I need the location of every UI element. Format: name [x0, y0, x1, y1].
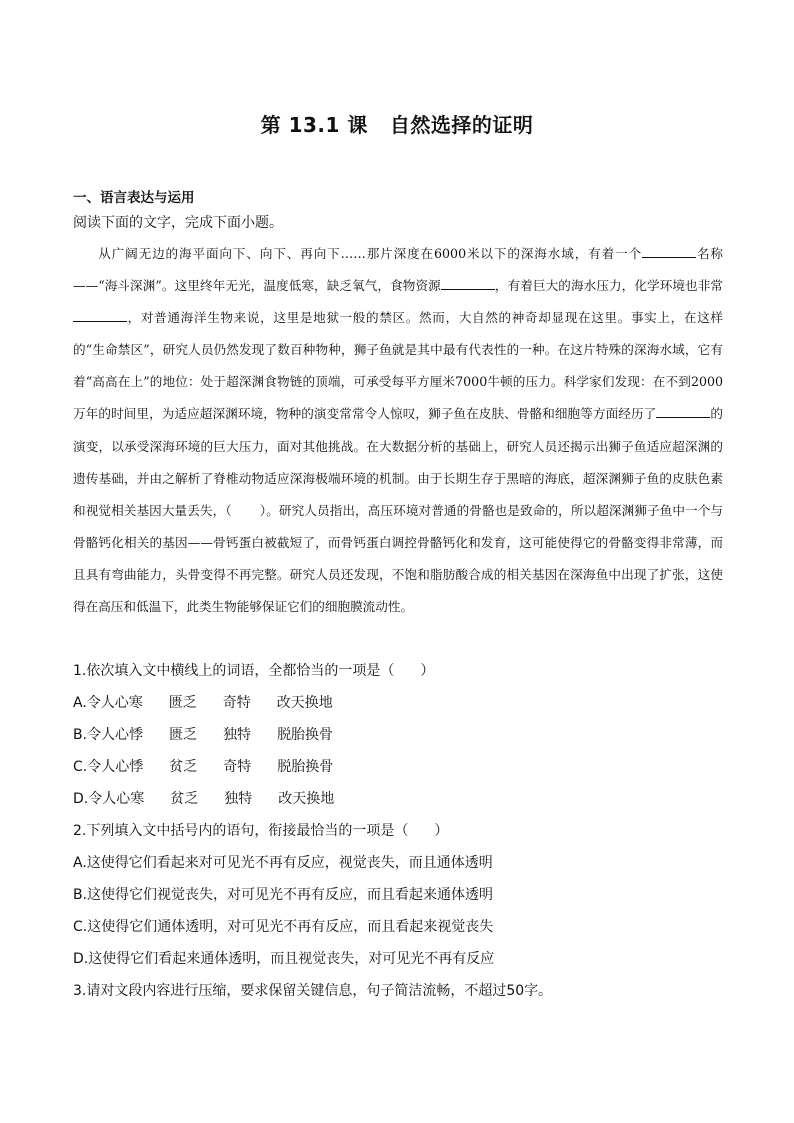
question-2-stem: 2.下列填入文中括号内的语句，衔接最恰当的一项是（ ）	[73, 823, 449, 839]
passage-text-5: 的演变，以承受深海环境的巨大压力，面对其他挑战。在大数据分析的基础上，研究人员还揭示出狮子鱼适应超深渊的遗传基础，并由之解析了脊椎动物适应深海极端环境的机制。由于长期生存于黑暗的海底，超深渊狮子鱼的皮肤色素和视觉相关基因大量丢失，	[73, 406, 724, 518]
q1-option-a: A.令人心寒 匮乏 奇特 改天换地	[73, 695, 333, 711]
passage-text-2: 名称——“海斗深渊”。这里终年无光，温度低寒，缺乏氧气，食物资源	[73, 246, 723, 294]
passage-text-3: ，有着巨大的海水压力，化学环境也非常	[494, 278, 724, 294]
blank-line-1	[642, 245, 696, 258]
q1-option-b: B.令人心悸 匮乏 独特 脱胎换骨	[73, 727, 334, 743]
passage-text-1: 从广阔无边的海平面向下、向下、再向下……那片深度在6000米以下的深海水域，有着一个	[98, 246, 643, 261]
blank-line-4	[656, 405, 710, 418]
reading-passage	[73, 238, 723, 623]
reading-instruction: 阅读下面的文字，完成下面小题。	[73, 215, 283, 231]
q2-option-a: A.这使得它们看起来对可见光不再有反应，视觉丧失，而且通体透明	[73, 855, 493, 871]
paren-open: （	[225, 502, 232, 518]
q2-option-d: D.这使得它们看起来通体透明，而且视觉丧失，对可见光不再有反应	[73, 951, 495, 967]
passage-text-6: 。研究人员指出，高压环境对普通的骨骼也是致命的，所以超深渊狮子鱼中一个与骨骼钙化相关的基因——骨钙蛋白被截短了，而骨钙蛋白调控骨骼钙化和发育，这可能使得它的骨骼变得非常薄，而且具有弯曲能力，头骨变得不再完整。研究人员还发现，不饱和脂肪酸合成的相关基因在深海鱼中出现了扩张，这使得在高压和低温下，此类生物能够保证它们的细胞膜流动性。	[73, 502, 724, 615]
lesson-title	[0, 109, 794, 138]
passage-text-4: ，对普通海洋生物来说，这里是地狱一般的禁区。然而，大自然的神奇却显现在这里。事实上，在这样的“生命禁区”，研究人员仍然发现了数百种物种，狮子鱼就是其中最有代表性的一种。在这片特殊的深海水域，它有着“高高在上”的地位：处于超深渊食物链的顶端，可承受每平方厘米7000牛顿的压力。科学家们发现：在不到2000万年的时间里，为适应超深渊环境，物种的演变常常令人惊叹，狮子鱼在皮肤、骨骼和细胞等方面经历了	[73, 310, 723, 422]
section-heading: 一、语言表达与运用	[73, 190, 195, 206]
lesson-number: 第 13.1 课	[260, 113, 368, 137]
question-1-stem: 1.依次填入文中横线上的词语，全都恰当的一项是（ ）	[73, 663, 435, 679]
paren-close: ）	[259, 502, 267, 518]
q2-option-c: C.这使得它们通体透明，对可见光不再有反应，而且看起来视觉丧失	[73, 919, 494, 935]
blank-line-3	[73, 309, 127, 322]
q1-option-c: C.令人心悸 贫乏 奇特 脱胎换骨	[73, 759, 334, 775]
q2-option-b: B.这使得它们视觉丧失，对可见光不再有反应，而且看起来通体透明	[73, 887, 494, 903]
lesson-name: 自然选择的证明	[389, 113, 534, 137]
blank-line-2	[441, 277, 495, 290]
question-3-stem: 3.请对文段内容进行压缩，要求保留关键信息，句子简洁流畅，不超过50字。	[73, 983, 553, 999]
q1-option-d: D.令人心寒 贫乏 独特 改天换地	[73, 791, 335, 807]
